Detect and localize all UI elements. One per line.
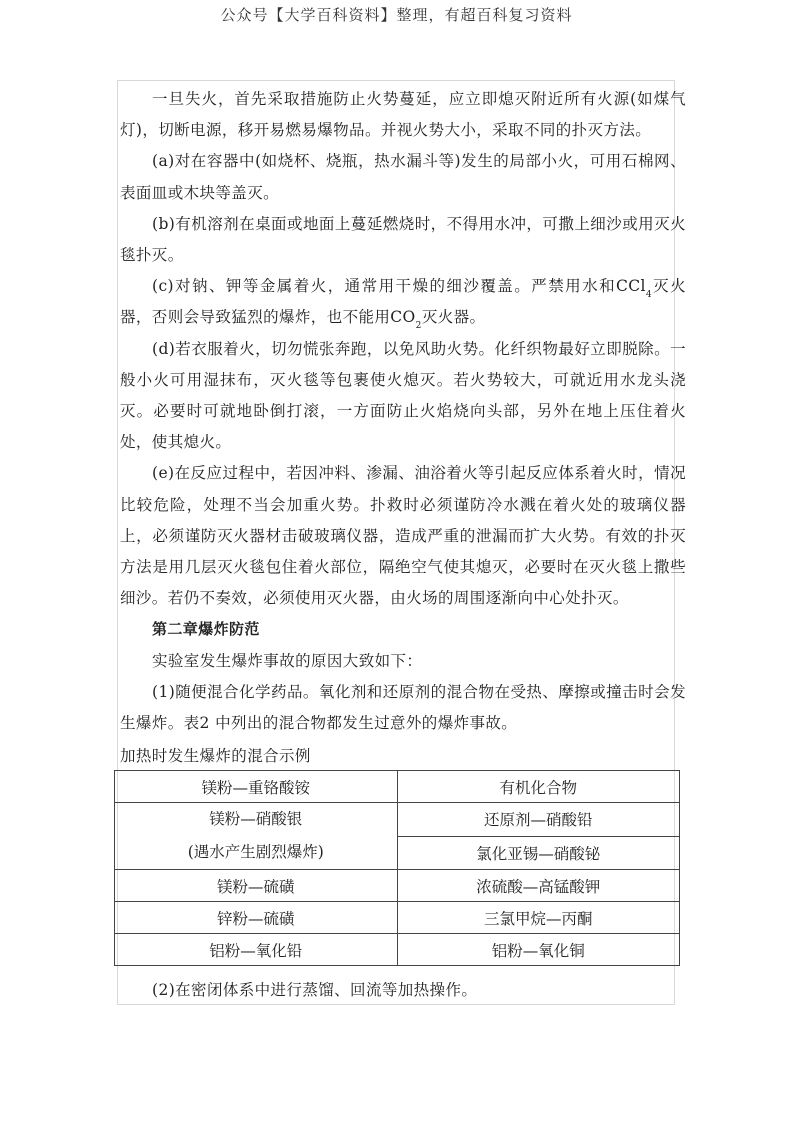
table-cell: 镁粉—硫磺: [115, 870, 398, 902]
mixture-table: [114, 770, 680, 966]
table-caption: 加热时发生爆炸的混合示例: [120, 747, 311, 766]
table-row: [115, 902, 680, 934]
paragraph-explosion-2: (2)在密闭体系中进行蒸馏、回流等加热操作。: [152, 981, 478, 999]
table-row: [115, 870, 680, 902]
table-cell: 锌粉—硫磺: [115, 902, 398, 934]
paragraph-fire-e: (e)在反应过程中，若因冲料、渗漏、油浴着火等引起反应体系着火时，情况比较危险，处理不当会加重火势。扑救时必须谨防冷水溅在着火处的玻璃仪器上，必须谨防灭火器材击破玻璃仪器，造成严重的泄漏而扩大火势。有效的扑灭方法是用几层灭火毯包住着火部位，隔绝空气使其熄灭，必要时在灭火毯上撒些细沙。若仍不奏效，必须使用灭火器，由火场的周围逐渐向中心处扑灭。: [120, 464, 686, 608]
paragraph-fire-general: 一旦失火，首先采取措施防止火势蔓延，应立即熄灭附近所有火源(如煤气灯)，切断电源，移开易燃易爆物品。并视火势大小，采取不同的扑灭方法。: [120, 90, 686, 140]
table-row: [115, 803, 680, 837]
table-row: [115, 771, 680, 803]
table-cell: 氯化亚锡—硝酸铋: [397, 836, 680, 870]
table-cell: 浓硫酸—高锰酸钾: [397, 870, 680, 902]
subscript-4: 4: [645, 290, 653, 301]
table-cell-line: 镁粉—硝酸银: [209, 810, 303, 828]
table-row: [115, 934, 680, 966]
table-cell: 还原剂—硝酸铅: [397, 803, 680, 837]
table-cell: [115, 803, 398, 870]
table-cell: 三氯甲烷—丙酮: [397, 902, 680, 934]
chapter-heading: 第二章爆炸防范: [152, 620, 260, 639]
subscript-2: 2: [415, 321, 422, 332]
paragraph-fire-b: (b)有机溶剂在桌面或地面上蔓延燃烧时，不得用水冲，可撒上细沙或用灭火毯扑灭。: [120, 214, 686, 265]
paragraph-explosion-1: (1)随便混合化学药品。氧化剂和还原剂的混合物在受热、摩擦或撞击时会发生爆炸。表2 中列出的混合物都发生过意外的爆炸事故。: [120, 682, 686, 733]
table-cell-note: (遇水产生剧烈爆炸): [187, 843, 324, 861]
table-cell: 镁粉—重铬酸铵: [115, 771, 398, 803]
document-body: [120, 84, 686, 772]
paragraph-fire-a: (a)对在容器中(如烧杯、烧瓶，热水漏斗等)发生的局部小火，可用石棉网、表面皿或木块等盖灭。: [120, 152, 686, 202]
paragraph-fire-c-part2: 灭火器，否则会导致猛烈的爆炸，也不能用CO: [120, 277, 686, 327]
paragraph-fire-c-part1: (c)对钠、钾等金属着火，通常用干燥的细沙覆盖。严禁用水和CCl: [152, 277, 646, 296]
table-cell: 铝粉—氧化铅: [115, 934, 398, 966]
page-header: 公众号【大学百科资料】整理，有超百科复习资料: [220, 6, 573, 24]
paragraph-explosion-intro: 实验室发生爆炸事故的原因大致如下：: [152, 651, 423, 670]
table-cell: 有机化合物: [397, 771, 680, 803]
paragraph-fire-c-part3: 灭火器。: [421, 308, 486, 327]
paragraph-fire-d: (d)若衣服着火，切勿慌张奔跑，以免风助火势。化纤织物最好立即脱除。一般小火可用湿抹布，灭火毯等包裹使火熄灭。若火势较大，可就近用水龙头浇灭。必要时可就地卧倒打滚，一方面防止火焰烧向头部，另外在地上压住着火处，使其熄火。: [120, 339, 686, 452]
paragraph-fire-c: [120, 271, 686, 333]
table-cell: 铝粉—氧化铜: [397, 934, 680, 966]
